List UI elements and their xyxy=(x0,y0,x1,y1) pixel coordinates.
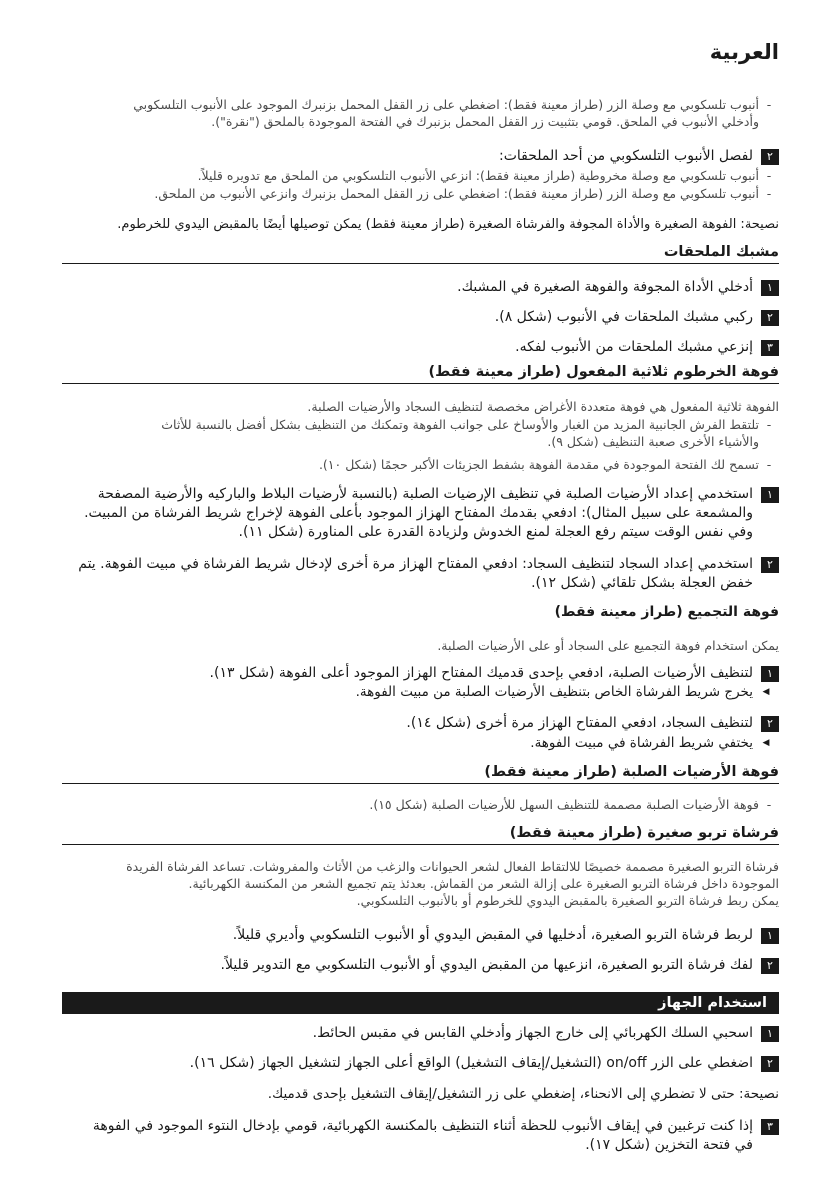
step-text: اسحبي السلك الكهربائي إلى خارج الجهاز وأدخلي القابس في مقبس الحائط. xyxy=(312,1025,753,1041)
combi-hard-floor-step xyxy=(62,664,779,683)
text-line: خفض العجلة بشكل تلقائي (شكل ١٢). xyxy=(531,575,753,591)
clip-step xyxy=(62,308,779,327)
using-park-step xyxy=(62,1117,779,1155)
combi-intro: يمكن استخدام فوهة التجميع على السجاد أو على الأرضيات الصلبة. xyxy=(437,638,779,653)
combi-carpet-step xyxy=(62,714,779,733)
combi-result-item xyxy=(62,735,779,752)
attach-button-coupling-item xyxy=(62,96,779,130)
step-number: ٢ xyxy=(761,149,779,165)
section-heading-accessory-clip: مشبك الملحقات xyxy=(62,244,779,264)
turbo-attach-step xyxy=(62,926,779,945)
section-heading-hard-floor-nozzle: فوهة الأرضيات الصلبة (طراز معينة فقط) xyxy=(62,764,779,784)
triactive-hard-floor-step xyxy=(62,485,779,542)
page-title: العربية xyxy=(709,40,779,64)
text-line: تلتقط الفرش الجانبية المزيد من الغبار والأوساخ على جوانب الفوهة وتمكنك من التنظيف بشكل أفضل بالنسبة للأثاث xyxy=(161,417,759,432)
step-text: لفك فرشاة التربو الصغيرة، انزعيها من المقبض اليدوي أو الأنبوب التلسكوبي مع التدوير قليلاً. xyxy=(220,957,753,973)
dash-marker: - xyxy=(766,186,772,201)
triactive-front-opening-item xyxy=(62,456,779,473)
text-line: يمكن ربط فرشاة التربو الصغيرة بالمقبض اليدوي للخرطوم أو بالأنبوب التلسكوبي. xyxy=(356,893,779,908)
step-number: ٢ xyxy=(761,557,779,573)
dash-marker: - xyxy=(766,797,772,812)
step-text: إنزعي مشبك الملحقات من الأنبوب لفكه. xyxy=(515,339,753,355)
step-number: ١ xyxy=(761,1026,779,1042)
step-text: لفصل الأنبوب التلسكوبي من أحد الملحقات: xyxy=(499,148,753,164)
using-switch-on-step xyxy=(62,1054,779,1073)
detach-conical-item xyxy=(62,167,779,184)
text-part: (التشغيل/إيقاف التشغيل) الواقع أعلى الجهاز لتشغيل الجهاز (شكل ١٦). xyxy=(189,1055,607,1071)
text-line: وأدخلي الأنبوب في الملحق. قومي بتثبيت زر القفل المحمل بزنبرك في الفتحة الموجودة بالملحق ("نقرة"). xyxy=(211,114,759,129)
text-part: اضغطي على الزر xyxy=(646,1055,753,1071)
manual-page xyxy=(62,0,779,1191)
turbo-intro xyxy=(62,858,779,909)
using-plug-step xyxy=(62,1024,779,1043)
item-text: أنبوب تلسكوبي مع وصلة مخروطية (طراز معينة فقط): انزعي الأنبوب التلسكوبي من الملحق مع تدويره قليلاً. xyxy=(197,168,759,183)
step-number: ١ xyxy=(761,928,779,944)
step-number: ١ xyxy=(761,666,779,682)
text-line: والمشمعة على سبيل المثال): ادفعي بقدمك المفتاح الهزاز الموجود بأعلى الفوهة لإخراج شريط الفرشاة من المبيت. xyxy=(84,505,753,521)
triactive-carpet-step xyxy=(62,555,779,593)
step-number: ١ xyxy=(761,487,779,503)
step-number: ١ xyxy=(761,280,779,296)
step-text: أدخلي الأداة المجوفة والفوهة الصغيرة في المشبك. xyxy=(457,279,753,295)
item-text: فوهة الأرضيات الصلبة مصممة للتنظيف السهل للأرضيات الصلبة (شكل ١٥). xyxy=(369,797,759,812)
step-text: لتنظيف الأرضيات الصلبة، ادفعي بإحدى قدميك المفتاح الهزاز الموجود أعلى الفوهة (شكل ١٣). xyxy=(209,665,753,681)
section-heading-combi-nozzle: فوهة التجميع (طراز معينة فقط) xyxy=(554,604,779,620)
detach-step xyxy=(62,147,779,166)
text-line: إذا كنت ترغبين في إيقاف الأنبوب للحظة أثناء التنظيف بالمكنسة الكهربائية، قومي بإدخال النتوء الموجود في الفوهة xyxy=(92,1118,753,1134)
bullet-marker: ◀ xyxy=(762,738,770,748)
step-text: ركبي مشبك الملحقات في الأنبوب (شكل ٨). xyxy=(494,309,753,325)
step-number: ٢ xyxy=(761,310,779,326)
step-number: ٣ xyxy=(761,340,779,356)
item-text: أنبوب تلسكوبي مع وصلة الزر (طراز معينة فقط): اضغطي على زر القفل المحمل بزنبرك وانزعي الأنبوب من الملحق. xyxy=(154,186,759,201)
turbo-detach-step xyxy=(62,956,779,975)
triactive-side-brushes-item xyxy=(62,416,779,450)
step-number: ٢ xyxy=(761,1056,779,1072)
step-text: لربط فرشاة التربو الصغيرة، أدخليها في المقبض اليدوي أو الأنبوب التلسكوبي وأديري قليلاً. xyxy=(232,927,753,943)
bullet-marker: ◀ xyxy=(762,687,770,697)
text-line: استخدمي إعداد الأرضيات الصلبة في تنظيف الإرضيات الصلبة (بالنسبة لأرضيات البلاط والباركيه والأرضية المصفحة xyxy=(97,486,753,502)
text-line: أنبوب تلسكوبي مع وصلة الزر (طراز معينة فقط): اضغطي على زر القفل المحمل بزنبرك الموجود على الأنبوب التلسكوبي xyxy=(133,97,759,112)
section-heading-triactive-nozzle: فوهة الخرطوم ثلاثية المفعول (طراز معينة فقط) xyxy=(62,364,779,384)
detach-button-item xyxy=(62,185,779,202)
item-text: تسمح لك الفتحة الموجودة في مقدمة الفوهة بشفط الجزيئات الأكبر حجمًا (شكل ١٠). xyxy=(318,457,759,472)
text-line: والأشياء الأخرى صعبة التنظيف (شكل ٩). xyxy=(547,434,759,449)
tip-small-nozzle: نصيحة: الفوهة الصغيرة والأداة المجوفة والفرشاة الصغيرة (طراز معينة فقط) يمكن توصيلها أيضًا بالمقبض اليدوي للخرطوم. xyxy=(117,217,779,232)
triactive-intro: الفوهة ثلاثية المفعول هي فوهة متعددة الأغراض مخصصة لتنظيف السجاد والأرضيات الصلبة. xyxy=(307,399,779,414)
item-text: يختفي شريط الفرشاة في مبيت الفوهة. xyxy=(530,735,753,751)
combi-result-item xyxy=(62,684,779,701)
dash-marker: - xyxy=(766,168,772,183)
dash-marker: - xyxy=(766,457,772,472)
item-text: يخرج شريط الفرشاة الخاص بتنظيف الأرضيات الصلبة من مبيت الفوهة. xyxy=(355,684,753,700)
section-heading-turbo-brush: فرشاة تربو صغيرة (طراز معينة فقط) xyxy=(62,825,779,845)
dash-marker: - xyxy=(766,417,772,432)
step-number: ٣ xyxy=(761,1119,779,1135)
section-heading-using-appliance: استخدام الجهاز xyxy=(62,992,779,1014)
tip-foot-switch: نصيحة: حتى لا تضطري إلى الانحناء، إضغطي على زر التشغيل/إيقاف التشغيل بإحدى قدميك. xyxy=(267,1086,779,1102)
text-line: الموجودة داخل فرشاة التربو الصغيرة على إزالة الشعر من القماش. بعدئذ يتم تجميع الشعر من المكنسة الكهربائية. xyxy=(188,876,779,891)
text-line: وفي نفس الوقت سيتم رفع العجلة لمنع الخدوش ولزيادة القدرة على المناورة (شكل ١١). xyxy=(238,524,753,540)
step-number: ٢ xyxy=(761,716,779,732)
hard-floor-item xyxy=(62,796,779,813)
clip-step xyxy=(62,278,779,297)
clip-step xyxy=(62,338,779,357)
step-number: ٢ xyxy=(761,958,779,974)
step-text: لتنظيف السجاد، ادفعي المفتاح الهزاز مرة أخرى (شكل ١٤). xyxy=(406,715,753,731)
step-text xyxy=(62,1054,753,1073)
on-off-label: on/off xyxy=(606,1055,647,1071)
text-line: فرشاة التربو الصغيرة مصممة خصيصًا للالتقاط الفعال لشعر الحيوانات والزغب من الأثاث والمفروشات. تساعد الفرشاة الفريدة xyxy=(126,859,779,874)
dash-marker: - xyxy=(766,97,772,112)
text-line: في فتحة التخزين (شكل ١٧). xyxy=(585,1137,753,1153)
text-line: استخدمي إعداد السجاد لتنظيف السجاد: ادفعي المفتاح الهزاز مرة أخرى لإدخال شريط الفرشاة في مبيت الفوهة. يتم xyxy=(78,556,753,572)
